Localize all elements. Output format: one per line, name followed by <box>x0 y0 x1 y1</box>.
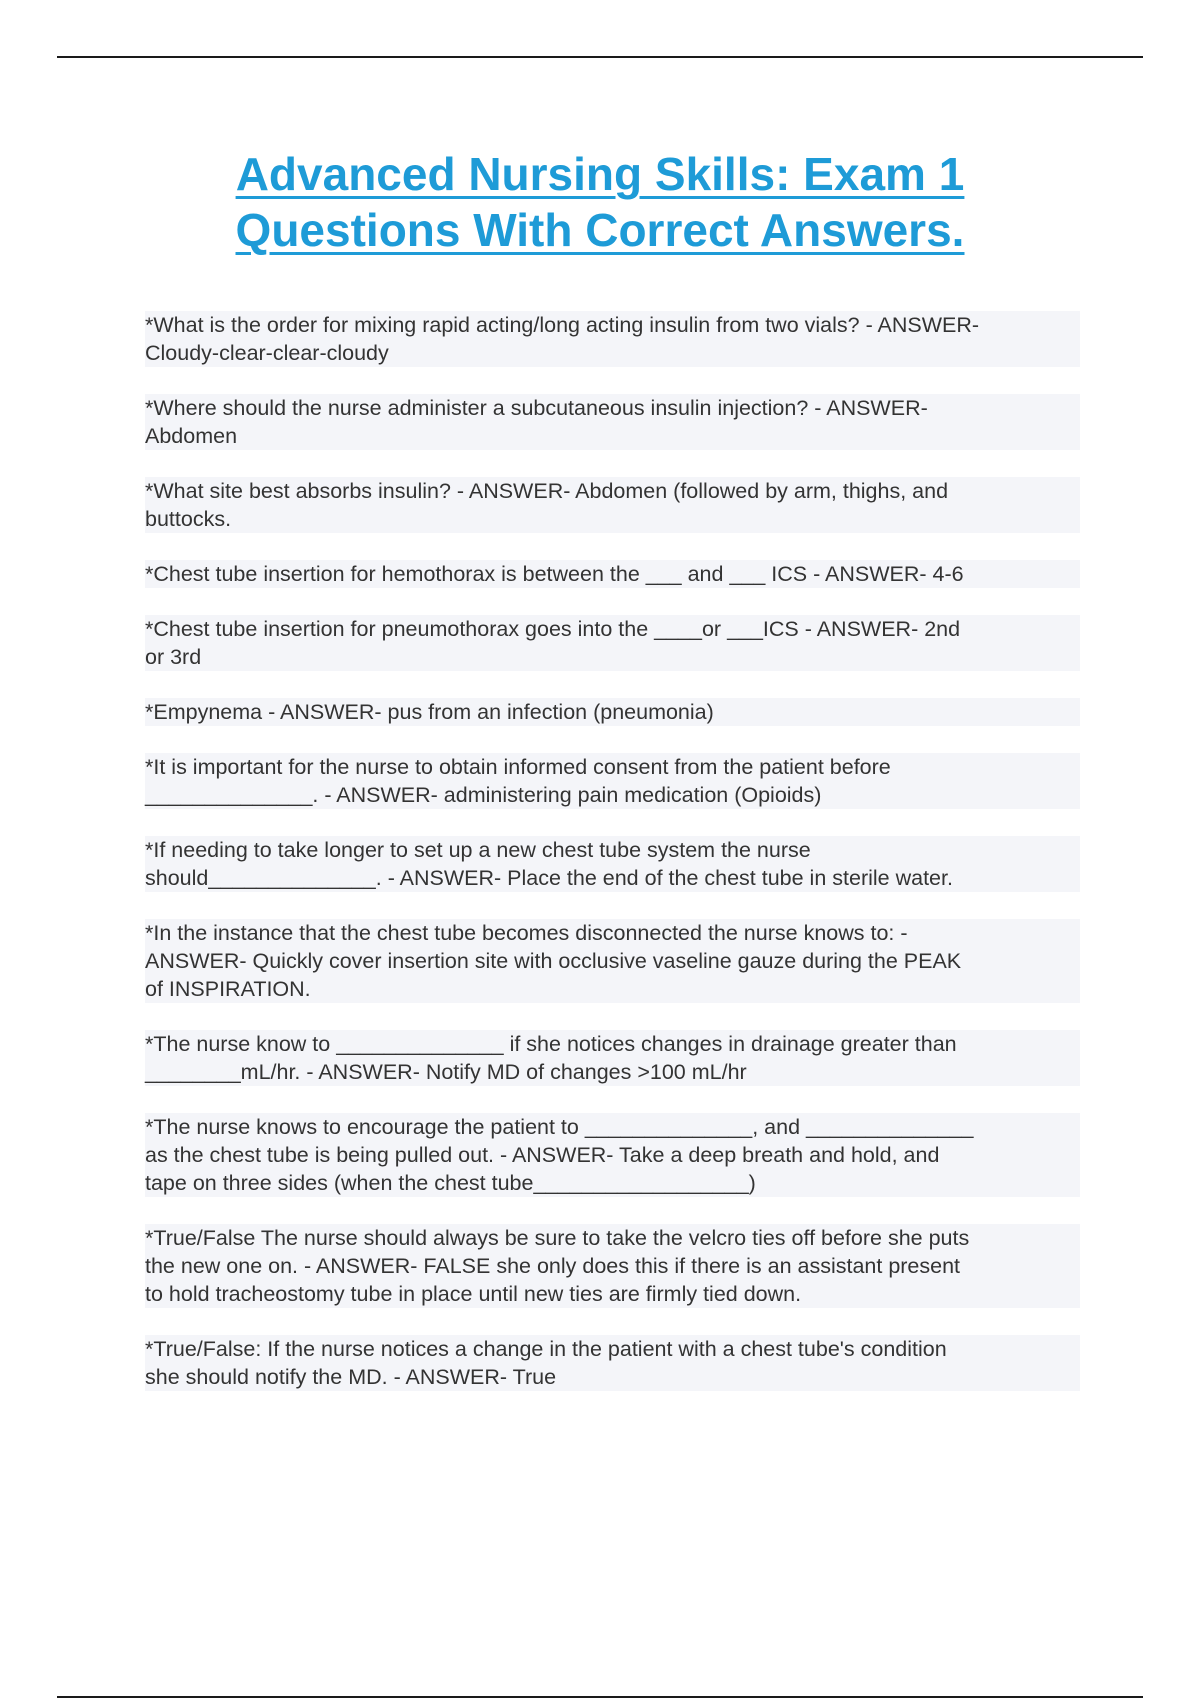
qa-item: *In the instance that the chest tube becomes disconnected the nurse knows to: - ANSWER- Quickly cover insertion site with occlusive vaseline gauze during the PEAK of INSPIRATION. <box>145 919 1080 1003</box>
qa-item: *The nurse know to ______________ if she notices changes in drainage greater than ________mL/hr. - ANSWER- Notify MD of changes >100 mL/hr <box>145 1030 1080 1086</box>
document-title <box>0 146 1200 258</box>
qa-item: *True/False: If the nurse notices a change in the patient with a chest tube's condition she should notify the MD. - ANSWER- True <box>145 1335 1080 1391</box>
title-link[interactable] <box>236 148 965 256</box>
title-line-1: Advanced Nursing Skills: Exam 1 <box>235 148 965 200</box>
qa-item: *Empynema - ANSWER- pus from an infection (pneumonia) <box>145 698 1080 726</box>
top-rule <box>57 56 1143 58</box>
qa-item: *Where should the nurse administer a subcutaneous insulin injection? - ANSWER- Abdomen <box>145 394 1080 450</box>
qa-item: *The nurse knows to encourage the patient to ______________, and ______________ as the chest tube is being pulled out. - ANSWER- Take a deep breath and hold, and tape on three sides (when the chest tube__________________) <box>145 1113 1080 1197</box>
qa-item: *Chest tube insertion for hemothorax is between the ___ and ___ ICS - ANSWER- 4-6 <box>145 560 1080 588</box>
qa-item: *What site best absorbs insulin? - ANSWER- Abdomen (followed by arm, thighs, and buttocks. <box>145 477 1080 533</box>
qa-list <box>145 311 1080 1418</box>
qa-item: *It is important for the nurse to obtain informed consent from the patient before ______________. - ANSWER- administering pain medication (Opioids) <box>145 753 1080 809</box>
title-line-2: Questions With Correct Answers. <box>235 204 965 256</box>
bottom-rule <box>57 1696 1143 1698</box>
qa-item: *True/False The nurse should always be sure to take the velcro ties off before she puts the new one on. - ANSWER- FALSE she only does this if there is an assistant present to hold tracheostomy tube in place until new ties are firmly tied down. <box>145 1224 1080 1308</box>
qa-item: *What is the order for mixing rapid acting/long acting insulin from two vials? - ANSWER- Cloudy-clear-clear-cloudy <box>145 311 1080 367</box>
qa-item: *Chest tube insertion for pneumothorax goes into the ____or ___ICS - ANSWER- 2nd or 3rd <box>145 615 1080 671</box>
qa-item: *If needing to take longer to set up a new chest tube system the nurse should______________. - ANSWER- Place the end of the chest tube in sterile water. <box>145 836 1080 892</box>
